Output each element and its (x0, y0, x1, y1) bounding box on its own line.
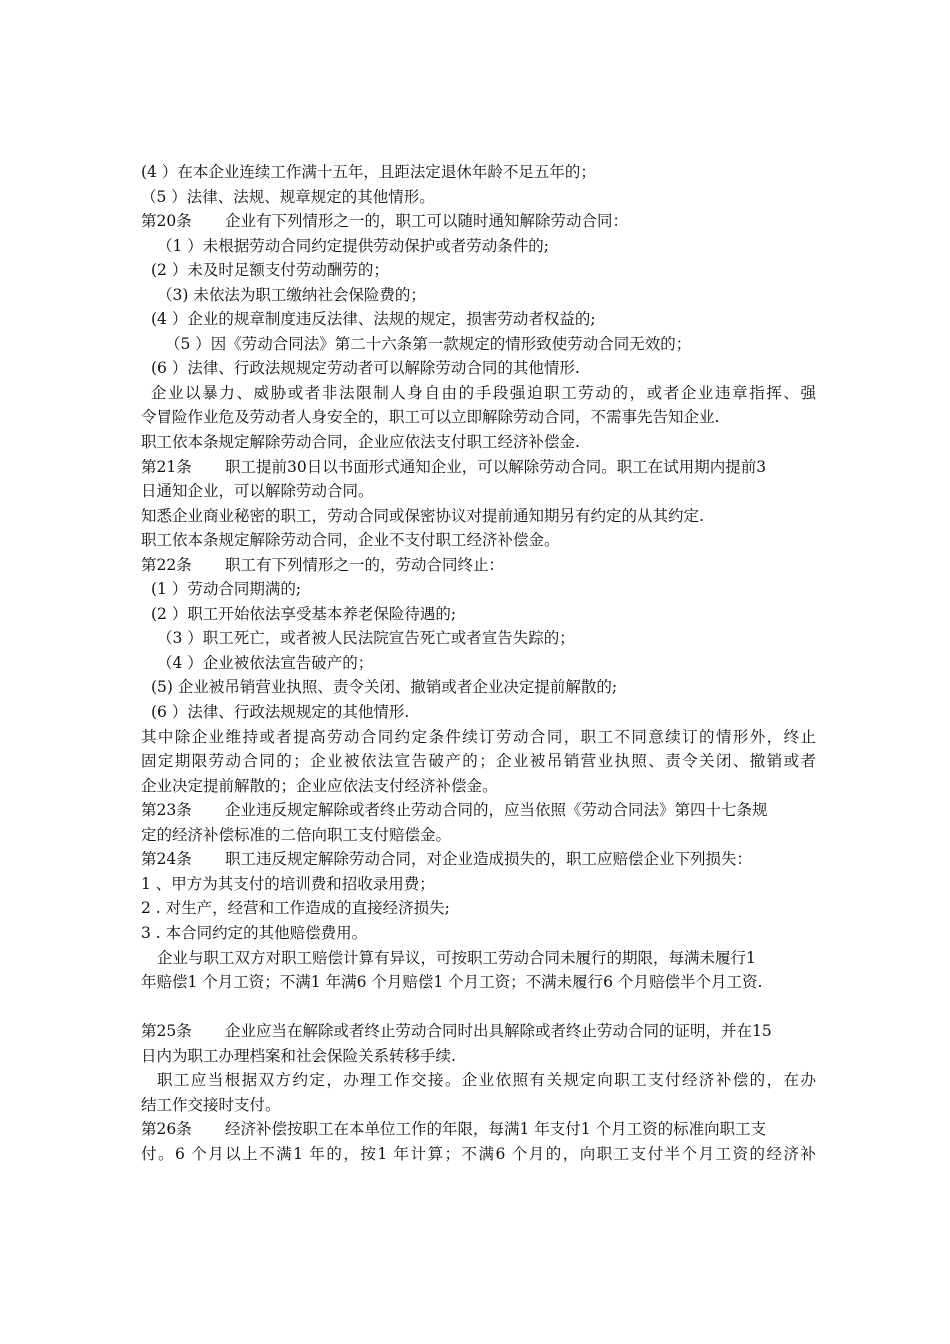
article-text: 企业违反规定解除或者终止劳动合同的，应当依照《劳动合同法》第四十七条规 (225, 801, 768, 820)
article-20-heading (141, 209, 816, 234)
text-line: (1 ）劳动合同期满的; (151, 580, 302, 599)
text-line: 职工依本条规定解除劳动合同，企业不支付职工经济补偿金。 (141, 531, 560, 550)
document-body (141, 160, 816, 1166)
text-line: （5 ）因《劳动合同法》第二十六条第一款规定的情形致使劳动合同无效的； (165, 334, 692, 353)
text-line: 2 . 对生产，经营和工作造成的直接经济损失; (141, 899, 450, 918)
text-line: （3) 未依法为职工缴纳社会保险费的； (157, 285, 426, 304)
text-line: （3 ）职工死亡，或者被人民法院宣告死亡或者宣告失踪的； (157, 629, 575, 648)
article-number: 第21条 (141, 457, 192, 476)
article-24-heading (141, 847, 816, 872)
text-line: 固定期限劳动合同的；企业被依法宣告破产的；企业被吊销营业执照、责令关闭、撤销或者 (141, 752, 816, 771)
text-line: (4 ）在本企业连续工作满十五年，且距法定退休年龄不足五年的； (141, 163, 596, 181)
text-line: 日内为职工办理档案和社会保险关系转移手续. (141, 1046, 456, 1065)
article-22-heading (141, 553, 816, 578)
text-line: 知悉企业商业秘密的职工，劳动合同或保密协议对提前通知期另有约定的从其约定. (141, 506, 704, 525)
article-number: 第24条 (141, 850, 192, 869)
text-line: 企业与职工双方对职工赔偿计算有异议，可按职工劳动合同未履行的期限，每满未履行1 (157, 948, 756, 967)
text-line: (2 ）职工开始依法享受基本养老保险待遇的; (151, 604, 457, 623)
article-23-heading (141, 798, 816, 823)
article-text: 职工有下列情形之一的，劳动合同终止： (225, 555, 505, 574)
text-line: 企业以暴力、威胁或者非法限制人身自由的手段强迫职工劳动的，或者企业违章指挥、强 (151, 383, 816, 402)
article-21-heading (141, 455, 816, 480)
text-line: 日通知企业，可以解除劳动合同。 (141, 482, 374, 501)
article-number: 第23条 (141, 801, 192, 820)
article-text: 职工违反规定解除劳动合同，对企业造成损失的，职工应赔偿企业下列损失： (225, 850, 753, 869)
text-line: （4 ）企业被依法宣告破产的； (157, 653, 374, 672)
text-line: （1 ）未根据劳动合同约定提供劳动保护或者劳动条件的; (157, 236, 550, 255)
article-number: 第22条 (141, 555, 192, 574)
text-line: 职工依本条规定解除劳动合同，企业应依法支付职工经济补偿金. (141, 433, 580, 452)
article-number: 第20条 (141, 212, 192, 231)
text-line: 3 . 本合同约定的其他赔偿费用。 (141, 923, 368, 942)
text-line: 职工应当根据双方约定，办理工作交接。企业依照有关规定向职工支付经济补偿的，在办 (157, 1071, 816, 1090)
text-line: 令冒险作业危及劳动者人身安全的，职工可以立即解除劳动合同，不需事先告知企业. (141, 408, 720, 427)
article-number: 第26条 (141, 1120, 192, 1139)
article-text: 企业应当在解除或者终止劳动合同时出具解除或者终止劳动合同的证明，并在15 (225, 1022, 772, 1041)
article-text: 企业有下列情形之一的，职工可以随时通知解除劳动合同： (225, 212, 629, 231)
text-line: (5) 企业被吊销营业执照、责令关闭、撤销或者企业决定提前解散的; (151, 678, 618, 697)
article-number: 第25条 (141, 1022, 192, 1041)
text-line: 1 、甲方为其支付的培训费和招收录用费； (141, 874, 435, 893)
text-line: 其中除企业维持或者提高劳动合同约定条件续订劳动合同，职工不同意续订的情形外，终止 (141, 727, 816, 746)
text-line: （5 ）法律、法规、规章规定的其他情形。 (141, 187, 435, 206)
text-line: 企业决定提前解散的；企业应依法支付经济补偿金。 (141, 776, 498, 795)
text-line: (2 ）未及时足额支付劳动酬劳的； (151, 261, 389, 280)
article-25-heading (141, 1019, 816, 1044)
text-line: 付。6 个月以上不满1 年的，按1 年计算；不满6 个月的，向职工支付半个月工资的经济补 (141, 1144, 816, 1163)
blank-line (141, 995, 816, 1020)
text-line: (6 ）法律、行政法规规定的其他情形. (151, 703, 410, 722)
article-text: 职工提前30日以书面形式通知企业，可以解除劳动合同。职工在试用期内提前3 (225, 457, 767, 476)
text-line: 结工作交接时支付。 (141, 1095, 281, 1114)
text-line: (6 ）法律、行政法规规定劳动者可以解除劳动合同的其他情形. (151, 359, 580, 378)
article-26-heading (141, 1117, 816, 1142)
text-line: (4 ）企业的规章制度违反法律、法规的规定，损害劳动者权益的; (151, 310, 596, 329)
text-line: 定的经济补偿标准的二倍向职工支付赔偿金。 (141, 825, 452, 844)
article-text: 经济补偿按职工在本单位工作的年限，每满1 年支付1 个月工资的标准向职工支 (225, 1120, 767, 1139)
text-line: 年赔偿1 个月工资；不满1 年满6 个月赔偿1 个月工资；不满未履行6 个月赔偿半个月工资. (141, 973, 763, 992)
